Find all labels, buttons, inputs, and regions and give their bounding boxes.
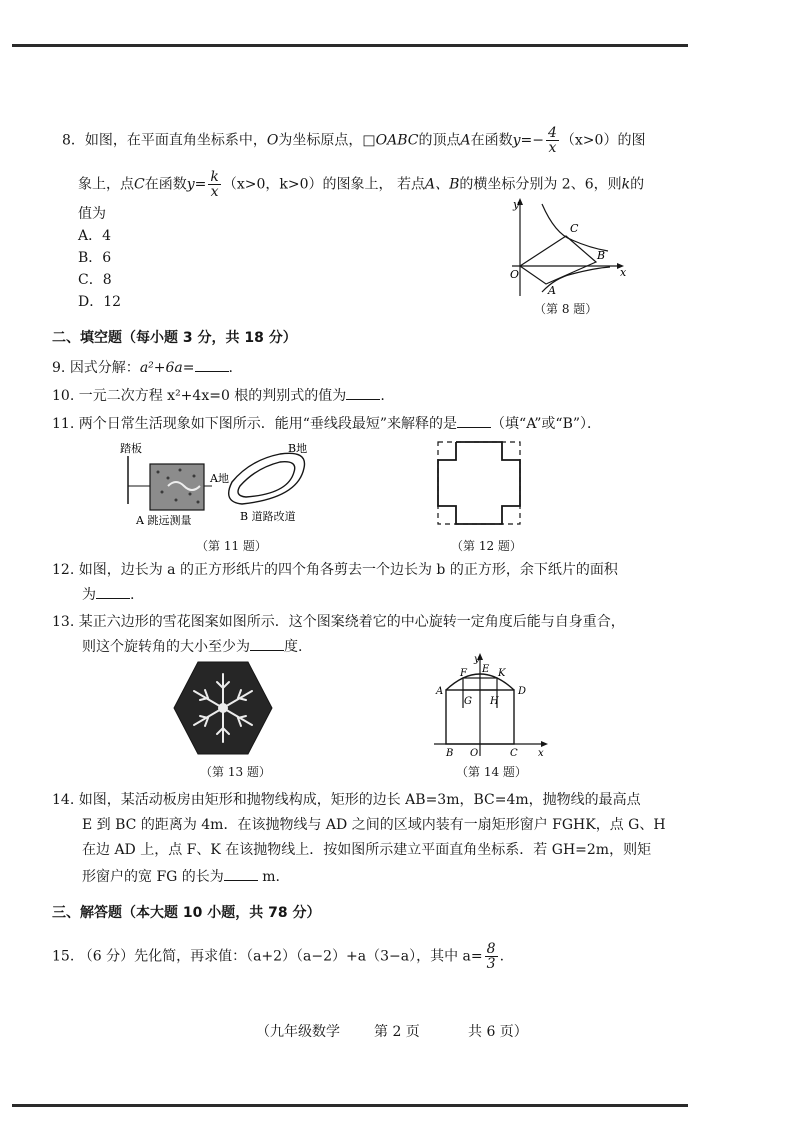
question-10: 10. 一元二次方程 x²+4x=0 根的判别式的值为 . (52, 385, 385, 406)
footer-page: 第 2 页 (374, 1024, 420, 1040)
option-c: C．8 (78, 272, 112, 288)
answer-blank-q10 (346, 385, 380, 400)
option-a: A．4 (78, 228, 112, 244)
question-14-line-2: E 到 BC 的距离为 4m．在该抛物线与 AD 之间的区域内装有一扇矩形窗户 FGHK，点 G、H (82, 817, 666, 833)
question-8-line-2: 象上，点C在函数y= $\frac{k}{x}$ （x>0，k>0）的图象上， 若点A、B的横坐标分别为 2、6，则k的 (78, 169, 645, 200)
option-b: B．6 (78, 250, 112, 266)
top-rule (12, 44, 688, 47)
point-f-label: F (460, 668, 467, 679)
point-d-label: D (518, 686, 527, 697)
point-c-label: C (510, 748, 518, 759)
question-13-line-1: 13. 某正六边形的雪花图案如图所示．这个图案绕着它的中心旋转一定角度后能与自身重合， (52, 614, 625, 630)
b-place-label: B地 (288, 442, 308, 455)
answer-blank-q11 (457, 413, 491, 428)
point-g-label: G (464, 696, 472, 707)
board-label: 踏板 (120, 442, 142, 455)
figure-q8-coordinate-graph (500, 196, 630, 300)
question-8-line-3: 值为 (78, 206, 106, 222)
figure-q13-snowflake-hexagon (172, 660, 274, 756)
section-2-heading: 二、填空题（每小题 3 分，共 18 分） (52, 330, 297, 346)
point-k-label: K (498, 668, 506, 679)
caption-q13: （第 13 题） (200, 765, 271, 779)
question-15: 15. （6 分）先化简，再求值：（a+2）（a−2）+a（3−a），其中 a= $\frac{8}{3}$ . (52, 941, 505, 972)
answer-blank-q9 (195, 357, 229, 372)
caption-q8: （第 8 题） (534, 302, 598, 316)
point-a-label: A (548, 284, 556, 297)
fraction-8-over-3: $\frac{8}{3}$ (486, 941, 496, 972)
point-e-label: E (482, 664, 490, 675)
b-caption: B 道路改道 (240, 510, 296, 523)
question-12-line-2: 为 . (82, 584, 134, 605)
point-c-label: C (570, 222, 579, 235)
figure-q12-square-cut-corners (432, 436, 526, 530)
y-axis-label: y (474, 654, 480, 665)
footer-subject: （九年级数学 (256, 1024, 340, 1040)
origin-label: O (470, 748, 479, 759)
x-axis-label: x (538, 748, 544, 759)
caption-q11: （第 11 题） (196, 539, 267, 553)
question-13-line-2: 则这个旋转角的大小至少为 度. (82, 636, 302, 657)
y-axis-label: y (513, 198, 520, 211)
figure-q11-long-jump-and-road (110, 442, 320, 534)
point-h-label: H (490, 696, 499, 707)
question-9: 9. 因式分解：a²+6a= . (52, 357, 233, 378)
figure-q14-house-parabola (430, 652, 550, 760)
question-14-line-1: 14. 如图，某活动板房由矩形和抛物线构成，矩形的边长 AB=3m，BC=4m，抛物线的最高点 (52, 792, 641, 808)
point-a-label: A (436, 686, 444, 697)
x-axis-label: x (620, 266, 627, 279)
point-b-label: B (446, 748, 454, 759)
answer-blank-q12 (96, 584, 130, 599)
point-b-label: B (597, 249, 606, 262)
bottom-rule (12, 1104, 688, 1107)
answer-blank-q13 (250, 636, 284, 651)
a-place-label: A地 (210, 472, 229, 485)
question-12-line-1: 12. 如图，边长为 a 的正方形纸片的四个角各剪去一个边长为 b 的正方形，余下纸片的面积 (52, 562, 618, 578)
origin-label: O (510, 268, 520, 281)
question-14-line-3: 在边 AD 上，点 F、K 在该抛物线上．按如图所示建立平面直角坐标系．若 GH=2m，则矩 (82, 842, 652, 858)
fraction-4-over-x: $\frac{4}{x}$ (547, 125, 557, 156)
question-8-line-1: 8．如图，在平面直角坐标系中，O为坐标原点，□OABC的顶点A在函数y=− $\frac{4}{x}$ （x>0）的图 (62, 125, 646, 156)
answer-blank-q14 (224, 866, 258, 881)
question-11: 11. 两个日常生活现象如下图所示．能用“垂线段最短”来解释的是 （填“A”或“B”）． (52, 413, 601, 434)
question-14-line-4: 形窗户的宽 FG 的长为 m. (82, 866, 280, 887)
caption-q12: （第 12 题） (451, 539, 522, 553)
caption-q14: （第 14 题） (456, 765, 527, 779)
footer-total: 共 6 页） (468, 1024, 528, 1040)
fraction-k-over-x: $\frac{k}{x}$ (210, 169, 219, 200)
section-3-heading: 三、解答题（本大题 10 小题，共 78 分） (52, 905, 321, 921)
a-caption: A 跳远测量 (136, 514, 192, 527)
option-d: D．12 (78, 294, 122, 310)
